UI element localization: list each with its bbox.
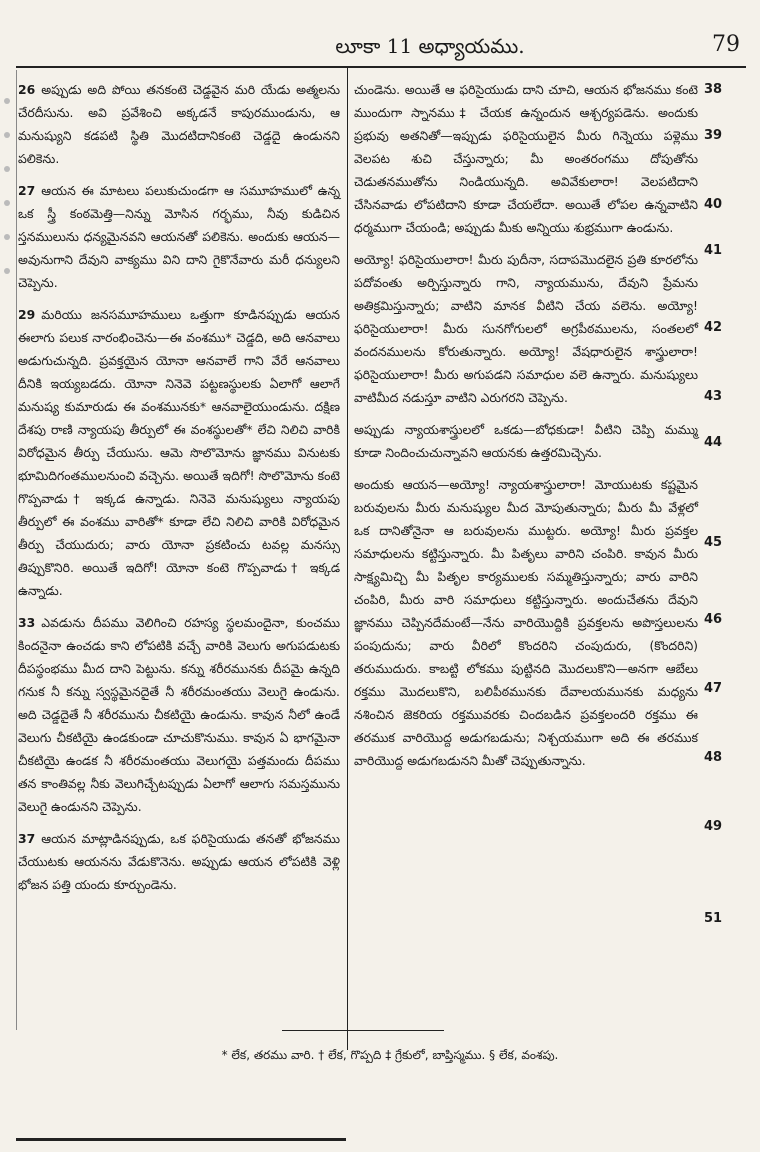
paragraph — [18, 827, 340, 896]
paragraph — [18, 179, 340, 294]
paragraph — [18, 303, 340, 602]
paragraph-text: ఆయన ఈ మాటలు పలుకుచుండగా ఆ సమూహములో ఉన్న ఒక స్త్రీ కంఠమెత్తి—నిన్ను మోసిన గర్భము, నీవు కుడిచిన స్తనములును ధన్యమైనవని ఆయనతో పలికెను. అందుకు ఆయన—అవునుగాని దేవుని వాక్యము విని దాని గైకొనేవారు మరీ ధన్యులని చెప్పెను. — [18, 183, 340, 290]
verse-number: 42 — [704, 320, 723, 335]
running-head: లూకా 11 అధ్యాయము. — [335, 34, 525, 58]
verse-number: 27 — [18, 183, 36, 198]
verse-number: 29 — [18, 307, 36, 322]
footnote-rule — [282, 1030, 444, 1031]
verse-number: 44 — [704, 435, 723, 450]
verse-number: 33 — [18, 615, 36, 630]
column-divider — [347, 68, 348, 1050]
paragraph: అయ్యో! ఫరిసైయులారా! మీరు పుదీనా, సదాపమొదలైన ప్రతి కూరలోను పదోవంతు అర్పిస్తున్నారు గాని, న్యాయమును, దేవుని ప్రేమను అతిక్రమిస్తున్నారు; వాటిని మానక వీటిని చేయ వలెను. అయ్యో! ఫరిసైయులారా! మీరు సునగోగులలో అగ్రపీఠములను, సంతలలో వందనములను కోరుతున్నారు. అయ్యో! వేషధారులైన శాస్త్రులారా! ఫరిసైయులారా! మీరు అగుపడని సమాధుల వలె ఉన్నారు. మనుష్యులు వాటిమీద నడుస్తూ వాటిని ఎరుగరని చెప్పెను. — [354, 252, 698, 405]
verse-number: 45 — [704, 535, 723, 550]
left-column — [18, 78, 340, 905]
verse-number: 38 — [704, 82, 723, 97]
verse-number: 26 — [18, 82, 36, 97]
verse-number: 37 — [18, 831, 36, 846]
footnote: * లేక, తరము వారి. † లేక, గొప్పది ‡ గ్రేకులో, బాప్తిస్మము. § లేక, వంశపు. — [221, 1048, 559, 1062]
verse-number: 51 — [704, 911, 723, 926]
right-column — [354, 78, 698, 781]
paragraph: చుండెను. అయితే ఆ ఫరిసైయుడు దాని చూచి, ఆయన భోజనము కంటె ముందుగా స్నానము‡ చేయక ఉన్నందున ఆశ్చర్యపడెను. అందుకు ప్రభువు అతనితో—ఇప్పుడు ఫరిసైయులైన మీరు గిన్నెయు పళ్లెము వెలపట శుచి చేస్తున్నారు; మీ అంతరంగము దోపుతోను చెడుతనముతోను నిండియున్నది. అవివేకులారా! వెలపటిదాని చేసినవాడు లోపటిదాని కూడా చేయలేదా. అయితే లోపల ఉన్నవాటిని ధర్మముగా చేయండి; అప్పుడు మీకు అన్నియు శుభ్రముగా ఉండును. — [354, 82, 698, 235]
header-rule — [16, 66, 746, 68]
bottom-rule — [16, 1138, 346, 1141]
paragraph — [18, 78, 340, 170]
verse-number: 41 — [704, 243, 723, 258]
verse-number: 40 — [704, 197, 723, 212]
verse-number: 46 — [704, 612, 723, 627]
paragraph-text: అప్పుడు అది పోయి తనకంటె చెడ్డవైన మరి యేడు అత్మలను చేరదీసును. అవి ప్రవేశించి అక్కడనే కాపురముండును, ఆ మనుష్యుని కడపటి స్థితి మొదటిదానికంటె చెడ్డదై ఉండునని పలికెను. — [18, 82, 340, 166]
page-number: 79 — [712, 32, 740, 57]
paragraph-text: మరియు జనసమూహములు ఒత్తుగా కూడినప్పుడు ఆయన ఈలాగు పలుక నారంభించెను—ఈ వంశము* చెడ్డది, అది ఆనవాలు అడుగుచున్నది. ప్రవక్తయైన యోనా ఆనవాలే గాని వేరే ఆనవాలు దీనికి ఇయ్యబడదు. యోనా నినెవె పట్టణస్థులకు ఏలాగో ఆలాగే మనుష్య కుమారుడు ఈ వంశమునకు* ఆనవాలైయుండును. దక్షిణ దేశపు రాణి న్యాయపు తీర్పులో ఈ వంశస్థులతో* లేచి నిలిచి వారికి విరోధమైన తీర్పు చేయుసు. ఆమె సొలొమోను జ్ఞానము వినుటకు భూమిదిగంతములనుంచి వచ్చెను. అయితే ఇదిగో! సొలొమోను కంటె గొప్పవాడు† ఇక్కడ ఉన్నాడు. నినెవె మనుష్యులు న్యాయపు తీర్పులో ఈ వంశము వారితో* కూడా లేచి నిలిచి వారికి విరోధమైన తీర్పు చేయుదురు; వారు యోనా ప్రకటించు టవల్ల మనస్సు తిప్పుకొనిరి. అయితే ఇదిగో! యోనా కంటె గొప్పవాడు† ఇక్కడ ఉన్నాడు. — [18, 307, 340, 598]
verse-number: 47 — [704, 681, 723, 696]
verse-number: 39 — [704, 128, 723, 143]
paragraph — [18, 611, 340, 818]
paragraph-text: ఎవడును దీపము వెలిగించి రహస్య స్థలమందైనా, కుంచము కిందనైనా ఉంచడు కాని లోపటికి వచ్చే వారికి వెలుగు అగుపడుటకు దీపస్థంభము మీద దాని పెట్టును. కన్ను శరీరమునకు దీపమై ఉన్నది గనుక నీ కన్ను స్వస్థమైనదైతే నీ శరీరమంతయు వెలుగై ఉండును. అది చెడ్డదైతే నీ శరీరమును చీకటియై ఉండును. కావున నీలో ఉండే వెలుగు చీకటియై ఉండకుండా చూచుకొనుము. కావున ఏ భాగమైనా చీకటియై ఉండక నీ శరీరమంతయు వెలుగయై పత్తమందు దీపము తన కాంతివల్ల నీకు వెలుగిచ్చేటప్పుడు ఏలాగో ఆలాగు సమస్తమును వెలుగై ఉండునని చెప్పెను. — [18, 615, 340, 814]
verse-number: 49 — [704, 819, 723, 834]
left-binding-margin — [0, 70, 17, 1030]
page-header — [0, 30, 760, 66]
paragraph: అప్పుడు న్యాయశాస్త్రులలో ఒకడు—బోధకుడా! వీటిని చెప్పి మమ్ము కూడా నిందించుచున్నావని ఆయనకు ఉత్తరమిచ్చెను. — [354, 422, 698, 460]
verse-number: 43 — [704, 389, 723, 404]
paragraph: అందుకు ఆయన—అయ్యో! న్యాయశాస్త్రులారా! మోయుటకు కష్టమైన బరువులను మీరు మనుష్యుల మీద మోపుతున్నారు; మీరు మీ వేళ్లలో ఒక దానితోనైనా ఆ బరువులను ముట్టరు. అయ్యో! మీరు ప్రవక్తల సమాధులను కట్టిస్తున్నారు. మీ పితృలు వారిని చంపిరి. కావున మీరు సాక్ష్యమిచ్చి మీ పితృల కార్యములకు సమ్మతిస్తున్నారు; వారు వారిని చంపిరి, మీరు వారి సమాధులు కట్టిస్తున్నారు. అందుచేతను దేవుని జ్ఞానము చెప్పినదేమంటే—నేను వారియొద్దికి ప్రవక్తలను అపొస్తలులను పంపుదును; వారు వీరిలో కొందరిని చంపుదురు, (కొందరిని) తరుముదురు. కాబట్టి లోకము పుట్టినది మొదలుకొని—అనగా ఆబేలు రక్తము మొదలుకొని, బలిపీఠమునకు దేవాలయమునకు మధ్యను నశించిన జెకరియ రక్తమువరకు చిందబడిన ప్రవక్తలందరి రక్తము ఈ తరముక వారియొద్ద అడుగబడును; నిశ్చయముగా అది ఈ తరముక వారియొద్ద అడుగబడునని మీతో చెప్పుతున్నాను. — [354, 477, 698, 768]
paragraph-text: ఆయన మాట్లాడినప్పుడు, ఒక ఫరిసైయుడు తనతో భోజనము చేయుటకు ఆయనను వేడుకొనెను. అప్పుడు ఆయన లోపటికి వెళ్లి భోజన పత్తి యందు కూర్చుండెను. — [18, 831, 340, 892]
verse-number: 48 — [704, 750, 723, 765]
